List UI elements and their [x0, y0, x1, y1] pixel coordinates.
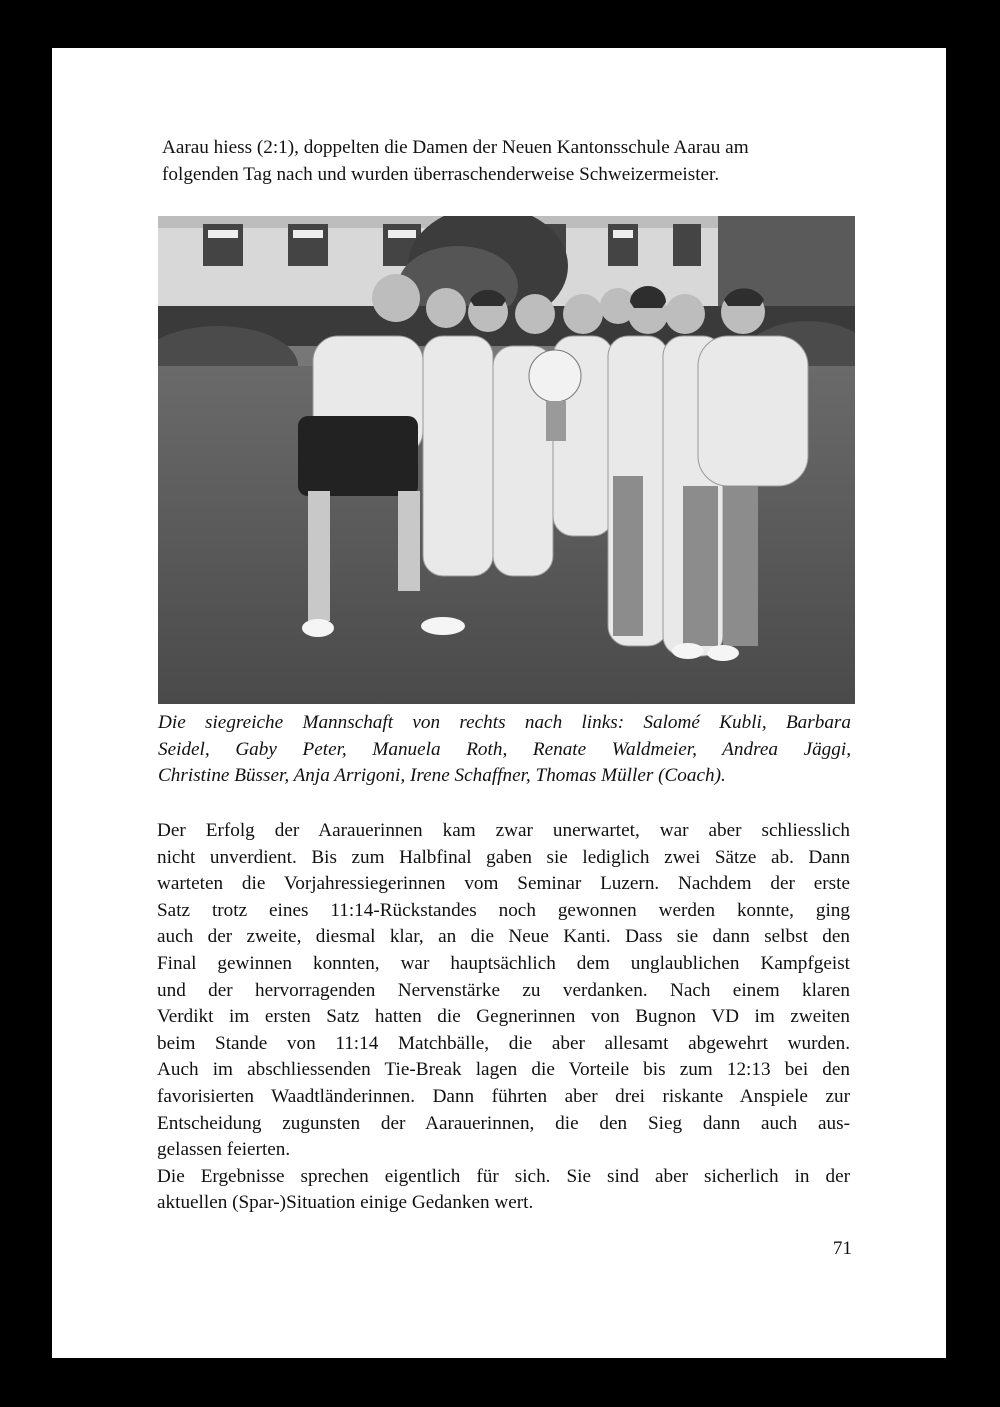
body-line: Auch im abschliessenden Tie-Break lagen die Vorteile bis zum 12:13 bei den [157, 1059, 850, 1081]
body-line: warteten die Vorjahressiegerinnen vom Seminar Luzern. Nachdem der erste [157, 873, 850, 895]
body-line: und der hervorragenden Nervenstärke zu verdanken. Nach einem klaren [157, 979, 850, 1001]
page-number: 71 [832, 1238, 852, 1259]
team-photo [158, 216, 855, 704]
intro-line: Aarau hiess (2:1), doppelten die Damen der Neuen Kantonsschule Aarau am [162, 137, 749, 158]
body-line: Entscheidung zugunsten der Aarauerinnen, die den Sieg dann auch aus- [157, 1112, 850, 1134]
body-line: Final gewinnen konnten, war hauptsächlich dem unglaublichen Kampfgeist [157, 952, 850, 974]
document-page [52, 48, 946, 1358]
caption-line: Christine Büsser, Anja Arrigoni, Irene Schaffner, Thomas Müller (Coach). [158, 765, 726, 786]
body-line: nicht unverdient. Bis zum Halbfinal gaben sie lediglich zwei Sätze ab. Dann [157, 846, 850, 868]
body-line: gelassen feierten. [157, 1139, 291, 1161]
body-line: Verdikt im ersten Satz hatten die Gegnerinnen von Bugnon VD im zweiten [157, 1006, 850, 1028]
team-photo-illustration [158, 216, 855, 704]
body-line: Die Ergebnisse sprechen eigentlich für sich. Sie sind aber sicherlich in der [157, 1165, 850, 1187]
body-line: aktuellen (Spar-)Situation einige Gedanken wert. [157, 1192, 534, 1214]
body-line: auch der zweite, diesmal klar, an die Neue Kanti. Dass sie dann selbst den [157, 926, 850, 948]
caption-line: Seidel, Gaby Peter, Manuela Roth, Renate Waldmeier, Andrea Jäggi, [158, 738, 851, 760]
intro-line: folgenden Tag nach und wurden überraschenderweise Schweizermeister. [162, 163, 720, 185]
body-paragraphs [157, 818, 850, 1217]
caption-line: Die siegreiche Mannschaft von rechts nach links: Salomé Kubli, Barbara [158, 712, 851, 733]
body-line: beim Stande von 11:14 Matchbälle, die aber allesamt abgewehrt wurden. [157, 1032, 850, 1054]
photo-caption [158, 710, 851, 790]
body-line: favorisierten Waadtländerinnen. Dann führten aber drei riskante Anspiele zur [157, 1085, 850, 1107]
intro-paragraph [162, 135, 855, 188]
body-line: Satz trotz eines 11:14-Rückstandes noch gewonnen werden konnte, ging [157, 899, 850, 921]
body-line: Der Erfolg der Aarauerinnen kam zwar unerwartet, war aber schliesslich [157, 820, 850, 841]
